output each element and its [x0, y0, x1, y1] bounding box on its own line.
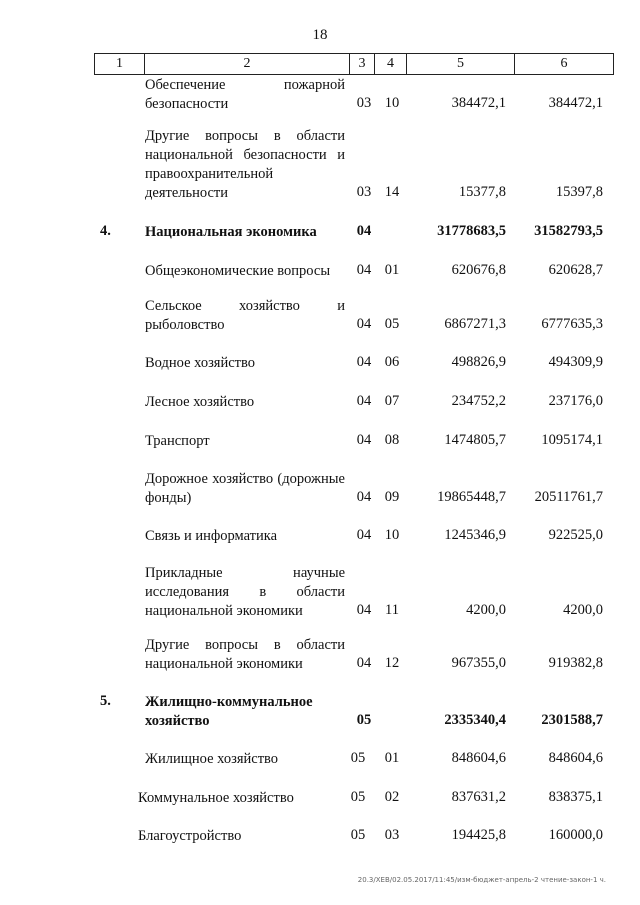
row-section: 03 — [356, 184, 372, 200]
row-number: 4. — [100, 223, 111, 239]
row-name: Коммунальное хозяйство — [138, 790, 294, 806]
row-value-5: 1474805,7 — [444, 432, 506, 448]
row-value-6: 848604,6 — [548, 750, 603, 766]
table-header — [94, 53, 614, 75]
row-section: 04 — [356, 432, 372, 448]
row-subsection: 08 — [384, 432, 400, 448]
row-subsection: 01 — [384, 750, 400, 766]
row-value-5: 4200,0 — [466, 602, 506, 618]
row-name: Дорожное хозяйство (дорожные фонды) — [145, 471, 345, 506]
row-subsection: 01 — [384, 262, 400, 278]
row-value-5: 848604,6 — [451, 750, 506, 766]
row-value-6: 160000,0 — [548, 827, 603, 843]
row-subsection: 14 — [384, 184, 400, 200]
row-subsection: 06 — [384, 354, 400, 370]
row-value-5: 2335340,4 — [444, 712, 506, 728]
row-value-5: 31778683,5 — [437, 223, 506, 239]
footer-path: 20.3/ХЕВ/02.05.2017/11:45/изм-бюджет-апрель-2 чтение-закон-1 ч. — [357, 876, 606, 884]
header-col-3: 3 — [350, 54, 375, 74]
header-col-2: 2 — [145, 54, 350, 74]
row-value-6: 6777635,3 — [541, 316, 603, 332]
row-subsection: 07 — [384, 393, 400, 409]
row-name: Общеэкономические вопросы — [145, 263, 331, 279]
row-subsection: 12 — [384, 655, 400, 671]
row-value-6: 1095174,1 — [541, 432, 603, 448]
row-name: Транспорт — [145, 433, 210, 449]
row-section: 04 — [356, 223, 372, 239]
row-number: 5. — [100, 693, 111, 709]
row-subsection: 03 — [384, 827, 400, 843]
row-value-5: 194425,8 — [451, 827, 506, 843]
row-name: Связь и информатика — [145, 528, 278, 544]
row-section: 05 — [350, 827, 366, 843]
row-section: 04 — [356, 655, 372, 671]
row-section: 04 — [356, 602, 372, 618]
row-value-6: 2301588,7 — [541, 712, 603, 728]
row-section: 05 — [356, 712, 372, 728]
row-value-5: 620676,8 — [451, 262, 506, 278]
row-subsection: 10 — [384, 527, 400, 543]
row-value-5: 15377,8 — [458, 184, 506, 200]
row-value-6: 919382,8 — [548, 655, 603, 671]
row-section: 04 — [356, 527, 372, 543]
row-value-5: 1245346,9 — [444, 527, 506, 543]
row-name: Другие вопросы в области национальной безопасности и правоохранительной деятельности — [145, 128, 345, 201]
row-name: Благоустройство — [138, 828, 242, 844]
row-name: Сельское хозяйство и рыболовство — [145, 298, 345, 333]
row-value-6: 838375,1 — [548, 789, 603, 805]
row-section: 04 — [356, 393, 372, 409]
row-name: Жилищное хозяйство — [145, 751, 279, 767]
header-col-4: 4 — [375, 54, 407, 74]
row-value-6: 20511761,7 — [534, 489, 603, 505]
row-value-6: 4200,0 — [563, 602, 603, 618]
row-value-5: 19865448,7 — [437, 489, 506, 505]
row-value-6: 384472,1 — [548, 95, 603, 111]
row-value-6: 922525,0 — [548, 527, 603, 543]
row-subsection: 05 — [384, 316, 400, 332]
row-section: 05 — [350, 750, 366, 766]
row-section: 03 — [356, 95, 372, 111]
row-name: Жилищно-коммунальное хозяйство — [145, 694, 313, 729]
header-col-5: 5 — [407, 54, 515, 74]
row-value-6: 31582793,5 — [534, 223, 603, 239]
row-subsection: 09 — [384, 489, 400, 505]
header-col-6: 6 — [560, 56, 568, 71]
row-name: Национальная экономика — [145, 224, 317, 240]
row-value-5: 234752,2 — [451, 393, 506, 409]
row-value-6: 494309,9 — [548, 354, 603, 370]
row-section: 04 — [356, 354, 372, 370]
row-value-5: 837631,2 — [451, 789, 506, 805]
row-name: Обеспечение пожарной безопасности — [145, 77, 345, 112]
page-number: 18 — [312, 27, 328, 43]
row-name: Водное хозяйство — [145, 355, 256, 371]
row-value-6: 237176,0 — [548, 393, 603, 409]
row-section: 05 — [350, 789, 366, 805]
row-name: Прикладные научные исследования в области национальной экономики — [145, 565, 345, 619]
row-value-5: 498826,9 — [451, 354, 506, 370]
row-subsection: 11 — [385, 602, 399, 618]
row-name: Другие вопросы в области национальной экономики — [145, 637, 345, 672]
row-section: 04 — [356, 262, 372, 278]
row-value-6: 15397,8 — [555, 184, 603, 200]
row-value-5: 6867271,3 — [444, 316, 506, 332]
row-name: Лесное хозяйство — [145, 394, 255, 410]
row-subsection: 10 — [384, 95, 400, 111]
row-subsection: 02 — [384, 789, 400, 805]
header-col-1: 1 — [95, 54, 145, 74]
row-value-5: 967355,0 — [451, 655, 506, 671]
row-value-6: 620628,7 — [548, 262, 603, 278]
row-section: 04 — [356, 316, 372, 332]
row-value-5: 384472,1 — [451, 95, 506, 111]
row-section: 04 — [356, 489, 372, 505]
